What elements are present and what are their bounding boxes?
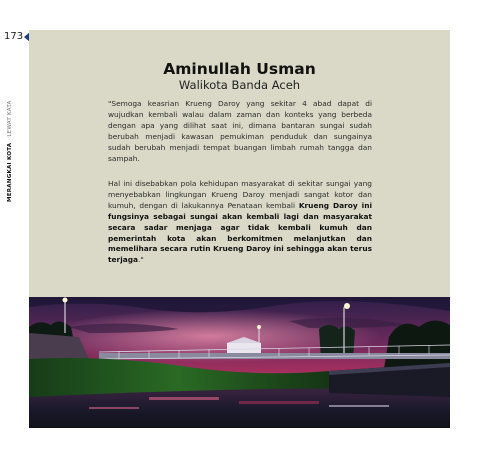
quote-paragraph-2: [108, 179, 372, 266]
side-label-sub: LEWAT KATA: [7, 100, 13, 137]
quote-paragraph-2-end: .": [138, 255, 144, 265]
quote-paragraph-1: "Semoga keasrian Krueng Daroy yang sekitar 4 abad dapat di wujudkan kembali walau dalam zaman dan konteks yang berbeda dengan apa yang dilihat saat ini, dimana bantaran sungai sudah berubah menjadi kawasan pemukiman penduduk dan sungainya sudah berubah menjadi tempat buangan limbah rumah tangga dan sampah.: [108, 99, 372, 163]
person-role: Walikota Banda Aceh: [178, 78, 301, 92]
side-section-label: [7, 52, 21, 202]
side-label-separator: ·: [7, 138, 13, 141]
quote-paragraph-2-plain: Hal ini disebabkan pola kehidupan masyarakat di sekitar sungai yang menyebabkan lingkungan Krueng Daroy menjadi sangat kotor dan kumuh, dengan di lakukannya Penataan kembali: [108, 179, 372, 210]
side-label-main: MERANGKAI KOTA: [7, 142, 13, 202]
quote-paragraph-2-bold: Krueng Daroy ini fungsinya sebagai sungai akan kembali lagi dan masyarakat secara sadar menjaga agar tidak kembali kumuh dan pemerintah kota akan berkomitmen melanjutkan dan memelihara secara rutin Krueng Daroy ini sehingga akan terus terjaga: [108, 200, 372, 265]
person-name: Aminullah Usman: [163, 60, 316, 78]
page-number: [4, 31, 30, 42]
river-photo-illustration: [29, 297, 450, 428]
river-photo: [29, 297, 450, 428]
page-number-text: 173: [4, 31, 24, 42]
quote-panel: [29, 30, 450, 297]
